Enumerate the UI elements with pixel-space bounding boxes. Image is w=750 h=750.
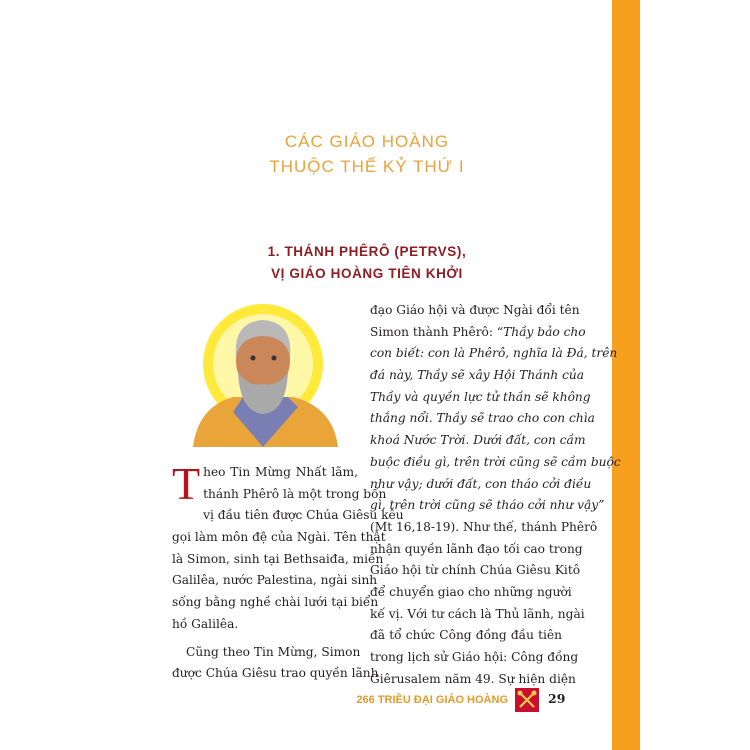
text-italic-quote: “Thầy bảo cho: [496, 324, 586, 339]
text-italic-quote: Thầy và quyền lực tử thần sẽ không: [370, 389, 591, 404]
saint-peter-portrait: [188, 302, 343, 447]
text-line: heo Tin Mừng Nhất lãm,: [203, 465, 358, 479]
orange-side-bar: [612, 0, 640, 750]
text-italic-quote: đá này, Thầy sẽ xây Hội Thánh của: [370, 368, 585, 383]
text-line: [370, 365, 585, 387]
text-line: [370, 495, 605, 517]
text-line: [370, 387, 591, 409]
text-italic-quote: như vậy; dưới đất, con tháo cởi điều: [370, 476, 592, 491]
text-line: [370, 474, 592, 496]
right-text-column: [370, 300, 621, 690]
left-text-column: [172, 458, 404, 685]
page-number: 29: [548, 691, 566, 706]
text-line: là Simon, sinh tại Bethsaiđa, miền: [172, 551, 384, 566]
text-italic-quote: thắng nổi. Thầy sẽ trao cho con chìa: [370, 411, 595, 426]
running-footer-book-title: 266 TRIỀU ĐẠI GIÁO HOÀNG: [356, 694, 508, 706]
text-line: vị đầu tiên được Chúa Giêsu kêu: [203, 508, 404, 523]
text-line: [370, 517, 598, 539]
text-normal: trong lịch sử Giáo hội: Công đồng: [370, 650, 579, 664]
text-line: Cũng theo Tin Mừng, Simon: [186, 644, 361, 659]
text-line: được Chúa Giêsu trao quyền lãnh: [172, 666, 379, 681]
text-italic-quote: khoá Nước Trời. Dưới đất, con cầm: [370, 433, 586, 448]
text-normal: đạo Giáo hội và được Ngài đổi tên: [370, 303, 580, 317]
text-normal: kế vị. Với tư cách là Thủ lãnh, ngài: [370, 606, 585, 621]
chapter-title-line-2: THUỘC THẾ KỶ THỨ I: [269, 157, 465, 176]
text-normal: Giêrusalem năm 49. Sự hiện diện: [370, 671, 576, 686]
text-line: [370, 300, 580, 322]
text-line: thánh Phêrô là một trong bốn: [203, 486, 387, 501]
text-line: [370, 582, 572, 604]
text-line: [370, 604, 585, 626]
text-normal: Simon thành Phêrô:: [370, 324, 497, 339]
text-normal: đã tổ chức Công đồng đầu tiên: [370, 628, 562, 643]
text-italic-quote: con biết: con là Phêrô, nghĩa là Đá, trên: [370, 346, 618, 361]
text-normal: (Mt 16,18-19). Như thế, thánh Phêrô: [370, 519, 598, 534]
section-title-line-2: VỊ GIÁO HOÀNG TIÊN KHỞI: [271, 266, 463, 281]
text-normal: Giáo hội từ chính Chúa Giêsu Kitô: [370, 563, 581, 578]
text-line: [370, 625, 562, 647]
text-line: [370, 343, 618, 365]
text-line: [370, 452, 621, 474]
crossed-keys-emblem-icon: [515, 688, 539, 712]
text-italic-quote: gì, trên trời cũng sẽ tháo cởi như vậy”: [370, 498, 605, 513]
text-line: [370, 430, 586, 452]
text-line: [370, 647, 579, 669]
text-line: [370, 560, 581, 582]
drop-cap: T: [172, 458, 201, 509]
text-normal: để chuyển giao cho những người: [370, 584, 572, 599]
text-line: [370, 539, 583, 561]
text-line: Galilêa, nước Palestina, ngài sinh: [172, 573, 378, 588]
text-normal: nhận quyền lãnh đạo tối cao trong: [370, 541, 583, 556]
text-line: sống bằng nghề chài lưới tại biển: [172, 595, 379, 610]
text-line: gọi làm môn đệ của Ngài. Tên thật: [172, 530, 386, 545]
section-title-line-1: 1. THÁNH PHÊRÔ (PETRVS),: [267, 244, 467, 259]
text-line: [370, 322, 586, 344]
text-line: [370, 408, 595, 430]
chapter-title-line-1: CÁC GIÁO HOÀNG: [284, 132, 450, 151]
text-italic-quote: buộc điều gì, trên trời cũng sẽ cầm buộc: [370, 454, 621, 469]
text-line: hồ Galilêa.: [172, 616, 239, 631]
